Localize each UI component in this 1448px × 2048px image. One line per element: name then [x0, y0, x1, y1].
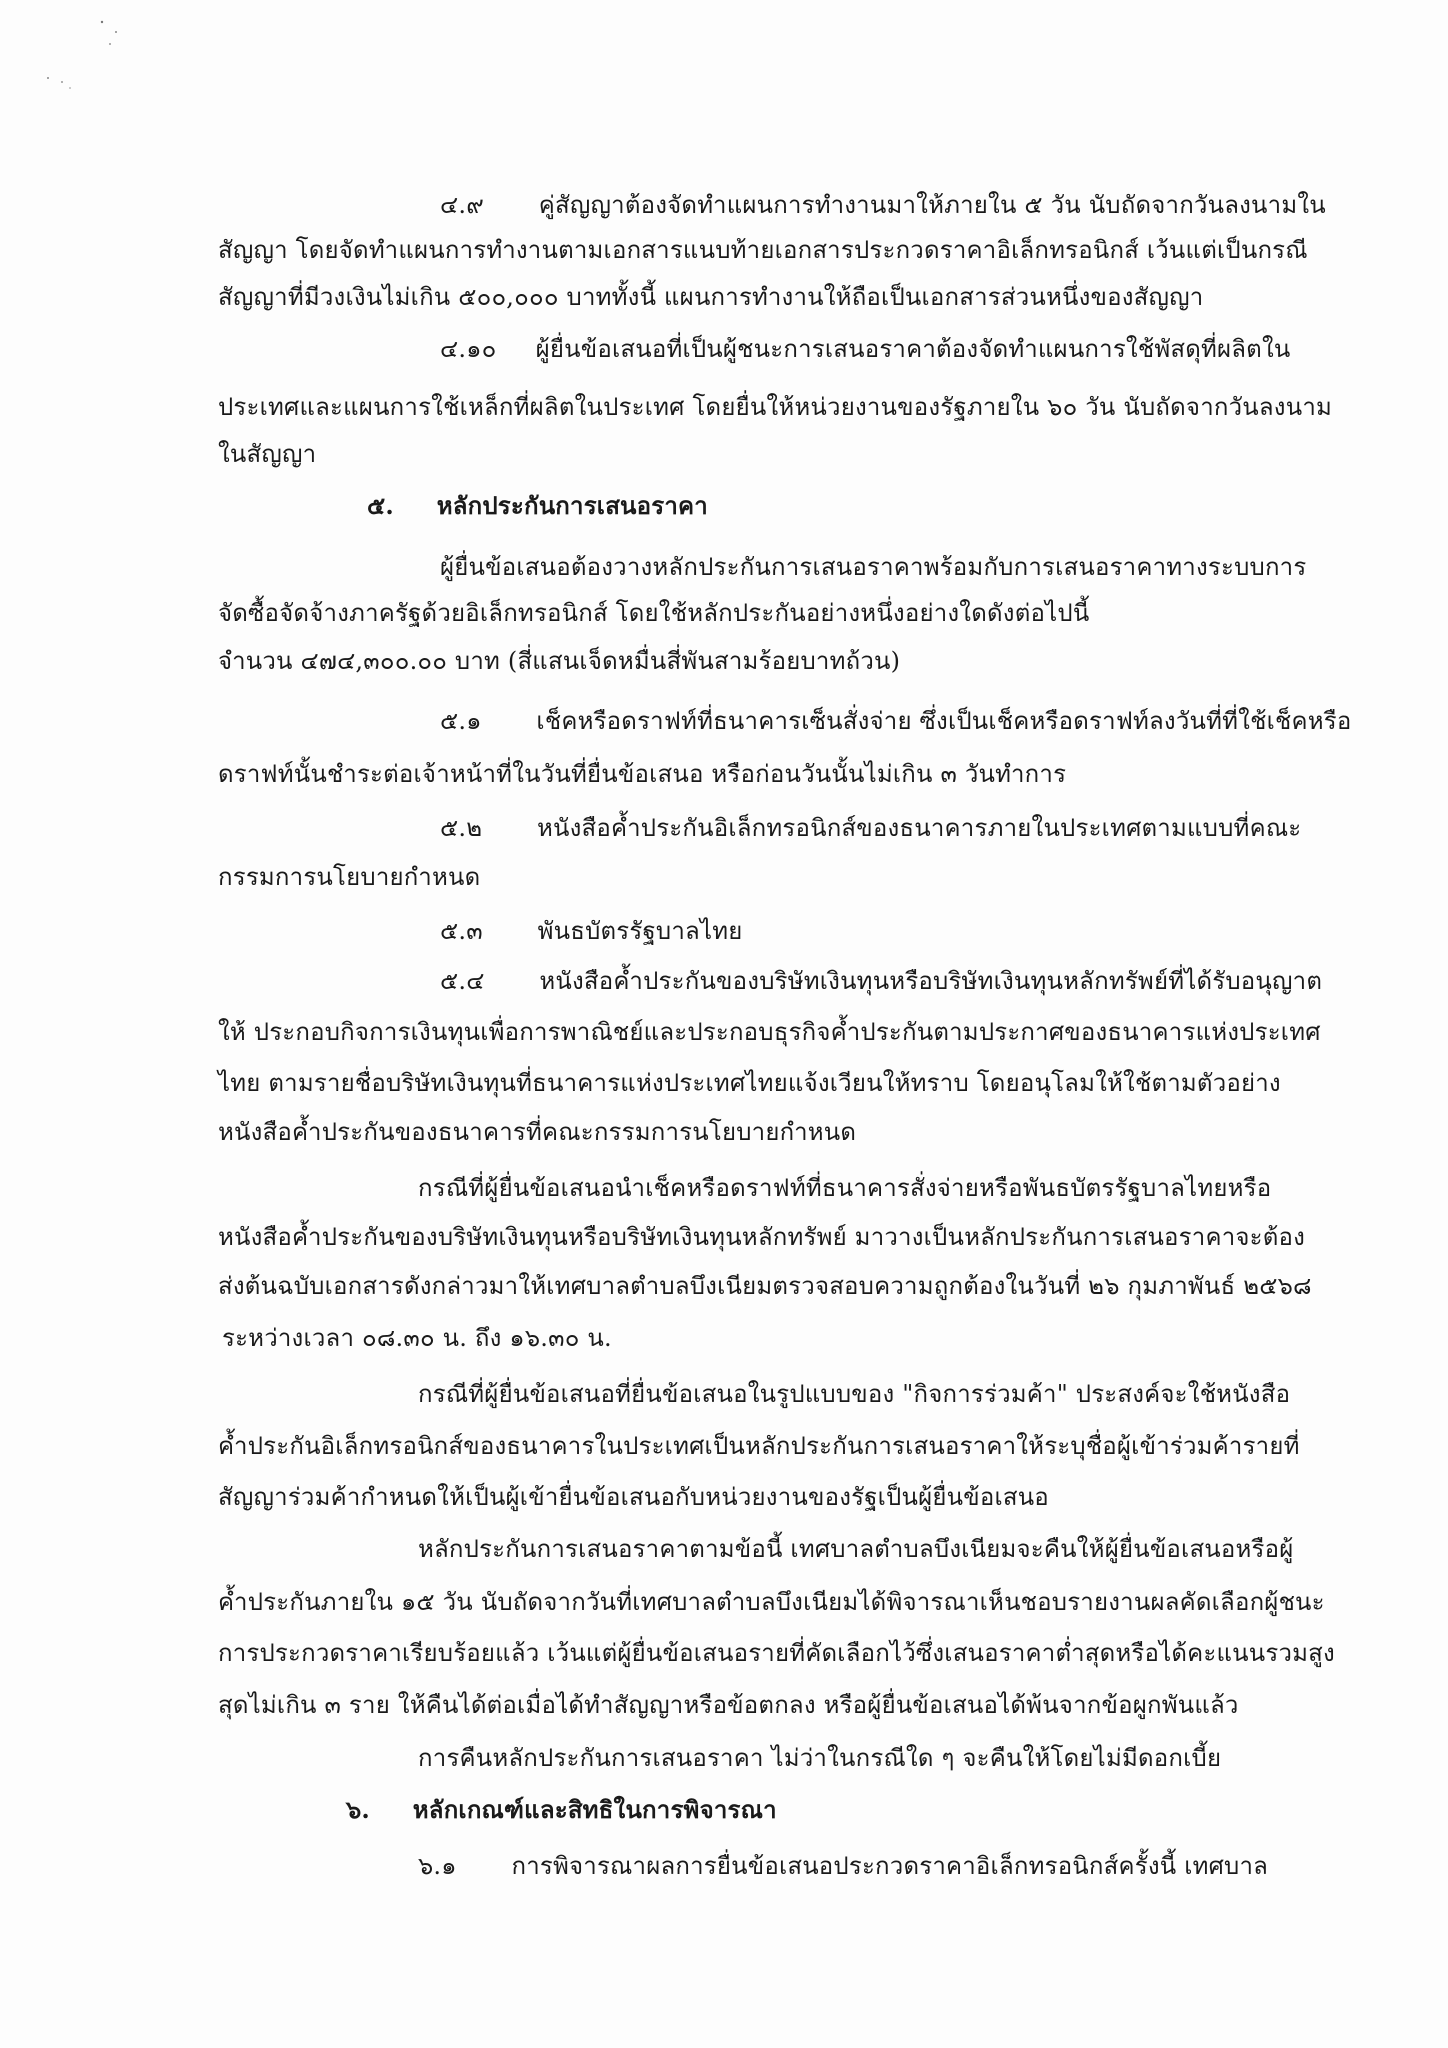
clause-4-9-line-3: สัญญาที่มีวงเงินไม่เกิน ๕๐๐,๐๐๐ บาททั้งนี้ แผนการทำงานให้ถือเป็นเอกสารส่วนหนึ่งของสัญญา — [218, 283, 1204, 311]
clause-4-10-line-1: ๔.๑๐ ผู้ยื่นข้อเสนอที่เป็นผู้ชนะการเสนอราคาต้องจัดทำแผนการใช้พัสดุที่ผลิตใน — [440, 335, 1291, 363]
clause-4-10-line-2: ประเทศและแผนการใช้เหล็กที่ผลิตในประเทศ โดยยื่นให้หน่วยงานของรัฐภายใน ๖๐ วัน นับถัดจากวันลงนาม — [218, 393, 1333, 421]
clause-5-1-line-1: ๕.๑ เช็คหรือดราฟท์ที่ธนาคารเซ็นสั่งจ่าย ซึ่งเป็นเช็คหรือดราฟท์ลงวันที่ที่ใช้เช็คหรือ — [440, 707, 1352, 735]
joint-venture-line-1: กรณีที่ผู้ยื่นข้อเสนอที่ยื่นข้อเสนอในรูปแบบของ "กิจการร่วมค้า" ประสงค์จะใช้หนังสือ — [418, 1380, 1291, 1408]
section-5-para-line-2: จัดซื้อจัดจ้างภาครัฐด้วยอิเล็กทรอนิกส์ โดยใช้หลักประกันอย่างหนึ่งอย่างใดดังต่อไปนี้ — [218, 599, 1090, 627]
refund-line-4: สุดไม่เกิน ๓ ราย ให้คืนได้ต่อเมื่อได้ทำสัญญาหรือข้อตกลง หรือผู้ยื่นข้อเสนอได้พ้นจากข้อผูกพันแล้ว — [218, 1691, 1239, 1719]
clause-5-4-line-4: หนังสือค้ำประกันของธนาคารที่คณะกรรมการนโยบายกำหนด — [218, 1118, 857, 1146]
refund-line-2: ค้ำประกันภายใน ๑๕ วัน นับถัดจากวันที่เทศบาลตำบลบึงเนียมได้พิจารณาเห็นชอบรายงานผลคัดเลือกผู้ชนะ — [218, 1588, 1325, 1616]
section-5-para-line-1: ผู้ยื่นข้อเสนอต้องวางหลักประกันการเสนอราคาพร้อมกับการเสนอราคาทางระบบการ — [440, 553, 1307, 581]
clause-5-1-line-2: ดราฟท์นั้นชำระต่อเจ้าหน้าที่ในวันที่ยื่นข้อเสนอ หรือก่อนวันนั้นไม่เกิน ๓ วันทำการ — [218, 760, 1067, 788]
clause-5-4-line-3: ไทย ตามรายชื่อบริษัทเงินทุนที่ธนาคารแห่งประเทศไทยแจ้งเวียนให้ทราบ โดยอนุโลมให้ใช้ตามตัวอย่าง — [218, 1069, 1281, 1097]
clause-5-2-line-2: กรรมการนโยบายกำหนด — [218, 863, 481, 891]
refund-line-1: หลักประกันการเสนอราคาตามข้อนี้ เทศบาลตำบลบึงเนียมจะคืนให้ผู้ยื่นข้อเสนอหรือผู้ — [418, 1535, 1294, 1563]
cheque-case-line-1: กรณีที่ผู้ยื่นข้อเสนอนำเช็คหรือดราฟท์ที่ธนาคารสั่งจ่ายหรือพันธบัตรรัฐบาลไทยหรือ — [418, 1174, 1272, 1202]
cheque-case-line-3: ส่งต้นฉบับเอกสารดังกล่าวมาให้เทศบาลตำบลบึงเนียมตรวจสอบความถูกต้องในวันที่ ๒๖ กุมภาพันธ์ ๒๕๖๘ — [218, 1272, 1312, 1300]
clause-4-9-line-2: สัญญา โดยจัดทำแผนการทำงานตามเอกสารแนบท้ายเอกสารประกวดราคาอิเล็กทรอนิกส์ เว้นแต่เป็นกรณี — [218, 236, 1308, 264]
no-interest-line: การคืนหลักประกันการเสนอราคา ไม่ว่าในกรณีใด ๆ จะคืนให้โดยไม่มีดอกเบี้ย — [418, 1744, 1222, 1772]
joint-venture-line-2: ค้ำประกันอิเล็กทรอนิกส์ของธนาคารในประเทศเป็นหลักประกันการเสนอราคาให้ระบุชื่อผู้เข้าร่วมค้ารายที่ — [218, 1432, 1300, 1460]
cheque-case-line-4: ระหว่างเวลา ๐๘.๓๐ น. ถึง ๑๖.๓๐ น. — [222, 1324, 612, 1352]
clause-5-4-line-2: ให้ ประกอบกิจการเงินทุนเพื่อการพาณิชย์และประกอบธุรกิจค้ำประกันตามประกาศของธนาคารแห่งประเทศ — [218, 1018, 1321, 1046]
clause-5-2-line-1: ๕.๒ หนังสือค้ำประกันอิเล็กทรอนิกส์ของธนาคารภายในประเทศตามแบบที่คณะ — [440, 814, 1302, 842]
scan-specks — [40, 10, 150, 90]
clause-4-9-line-1: ๔.๙ คู่สัญญาต้องจัดทำแผนการทำงานมาให้ภายใน ๕ วัน นับถัดจากวันลงนามใน — [440, 191, 1326, 219]
joint-venture-line-3: สัญญาร่วมค้ากำหนดให้เป็นผู้เข้ายื่นข้อเสนอกับหน่วยงานของรัฐเป็นผู้ยื่นข้อเสนอ — [218, 1483, 1049, 1511]
clause-5-4-line-1: ๕.๔ หนังสือค้ำประกันของบริษัทเงินทุนหรือบริษัทเงินทุนหลักทรัพย์ที่ได้รับอนุญาต — [440, 967, 1323, 995]
section-5-heading: ๕. หลักประกันการเสนอราคา — [367, 491, 708, 520]
clause-6-1-line-1: ๖.๑ การพิจารณาผลการยื่นข้อเสนอประกวดราคาอิเล็กทรอนิกส์ครั้งนี้ เทศบาล — [418, 1852, 1269, 1880]
clause-5-3-line: ๕.๓ พันธบัตรรัฐบาลไทย — [440, 917, 743, 945]
clause-4-10-line-3: ในสัญญา — [218, 440, 317, 468]
section-6-heading: ๖. หลักเกณฑ์และสิทธิในการพิจารณา — [346, 1795, 777, 1824]
refund-line-3: การประกวดราคาเรียบร้อยแล้ว เว้นแต่ผู้ยื่นข้อเสนอรายที่คัดเลือกไว้ซึ่งเสนอราคาต่ำสุดหรือได้คะแนนรวมสูง — [218, 1639, 1335, 1667]
section-5-amount-line: จำนวน ๔๗๔,๓๐๐.๐๐ บาท (สี่แสนเจ็ดหมื่นสี่พันสามร้อยบาทถ้วน) — [218, 647, 901, 675]
cheque-case-line-2: หนังสือค้ำประกันของบริษัทเงินทุนหรือบริษัทเงินทุนหลักทรัพย์ มาวางเป็นหลักประกันการเสนอราคาจะต้อง — [218, 1223, 1306, 1251]
